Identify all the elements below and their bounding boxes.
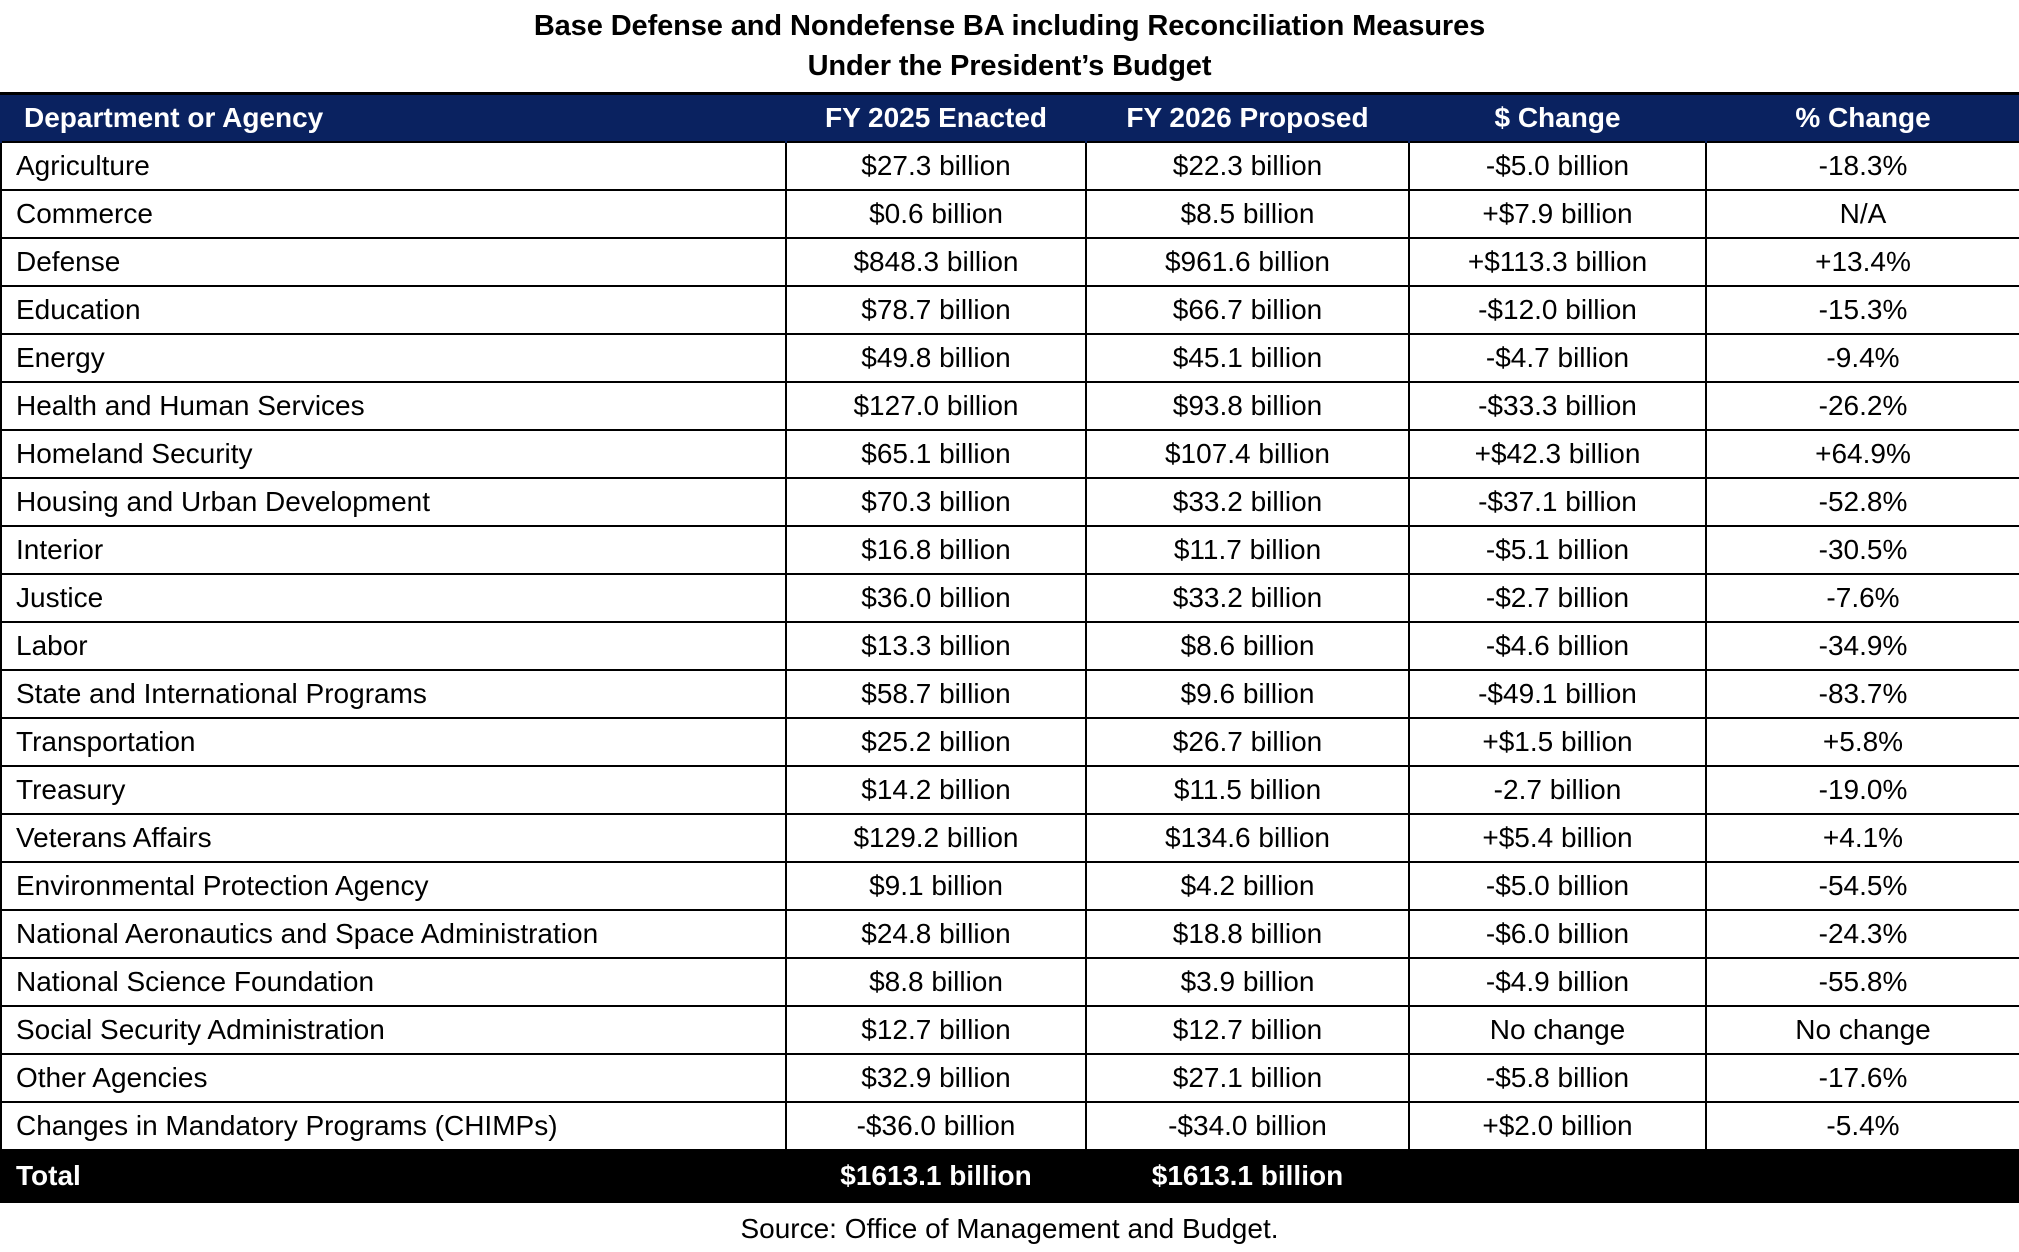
cell-fy2026-proposed: $8.6 billion: [1086, 622, 1409, 670]
cell-department: Social Security Administration: [1, 1006, 786, 1054]
cell-percent-change: -26.2%: [1706, 382, 2019, 430]
table-row: [1, 718, 2019, 766]
source-note: Source: Office of Management and Budget.: [740, 1212, 1279, 1244]
cell-fy2025-enacted: $0.6 billion: [786, 190, 1086, 238]
cell-fy2025-enacted: $9.1 billion: [786, 862, 1086, 910]
cell-department: Housing and Urban Development: [1, 478, 786, 526]
table-row: [1, 478, 2019, 526]
cell-department: Justice: [1, 574, 786, 622]
cell-dollar-change: -$49.1 billion: [1409, 670, 1706, 718]
table-row: [1, 574, 2019, 622]
cell-department: Agriculture: [1, 142, 786, 190]
cell-dollar-change: -2.7 billion: [1409, 766, 1706, 814]
cell-dollar-change: +$2.0 billion: [1409, 1102, 1706, 1150]
cell-dollar-change: -$5.0 billion: [1409, 862, 1706, 910]
cell-department: Environmental Protection Agency: [1, 862, 786, 910]
table-header: [1, 94, 2019, 142]
cell-dollar-change: +$7.9 billion: [1409, 190, 1706, 238]
cell-dollar-change: +$1.5 billion: [1409, 718, 1706, 766]
cell-fy2026-proposed: $45.1 billion: [1086, 334, 1409, 382]
cell-fy2026-proposed: $134.6 billion: [1086, 814, 1409, 862]
table-row: [1, 430, 2019, 478]
column-header-percent-change: % Change: [1706, 94, 2019, 142]
cell-fy2026-proposed: $12.7 billion: [1086, 1006, 1409, 1054]
cell-percent-change: -54.5%: [1706, 862, 2019, 910]
cell-fy2026-proposed: $26.7 billion: [1086, 718, 1409, 766]
cell-dollar-change: +$42.3 billion: [1409, 430, 1706, 478]
cell-fy2025-enacted: $65.1 billion: [786, 430, 1086, 478]
cell-dollar-change: -$2.7 billion: [1409, 574, 1706, 622]
table-row: [1, 142, 2019, 190]
total-cell-fy2025: $1613.1 billion: [786, 1150, 1086, 1202]
cell-fy2026-proposed: $961.6 billion: [1086, 238, 1409, 286]
table-row: [1, 334, 2019, 382]
total-cell-percent-change: [1706, 1150, 2019, 1202]
cell-fy2025-enacted: $58.7 billion: [786, 670, 1086, 718]
cell-percent-change: -34.9%: [1706, 622, 2019, 670]
cell-fy2025-enacted: $16.8 billion: [786, 526, 1086, 574]
cell-percent-change: +64.9%: [1706, 430, 2019, 478]
cell-department: Homeland Security: [1, 430, 786, 478]
total-cell-fy2026: $1613.1 billion: [1086, 1150, 1409, 1202]
cell-fy2025-enacted: $49.8 billion: [786, 334, 1086, 382]
cell-fy2026-proposed: $22.3 billion: [1086, 142, 1409, 190]
cell-department: Interior: [1, 526, 786, 574]
cell-department: Veterans Affairs: [1, 814, 786, 862]
cell-fy2025-enacted: $12.7 billion: [786, 1006, 1086, 1054]
total-cell-dollar-change: [1409, 1150, 1706, 1202]
total-cell-label: Total: [1, 1150, 786, 1202]
cell-fy2025-enacted: $848.3 billion: [786, 238, 1086, 286]
cell-fy2025-enacted: $127.0 billion: [786, 382, 1086, 430]
cell-percent-change: -24.3%: [1706, 910, 2019, 958]
cell-fy2026-proposed: -$34.0 billion: [1086, 1102, 1409, 1150]
cell-department: Changes in Mandatory Programs (CHIMPs): [1, 1102, 786, 1150]
cell-percent-change: -83.7%: [1706, 670, 2019, 718]
column-header-dollar-change: $ Change: [1409, 94, 1706, 142]
table-row: [1, 862, 2019, 910]
cell-fy2025-enacted: $14.2 billion: [786, 766, 1086, 814]
table-row: [1, 766, 2019, 814]
cell-percent-change: -18.3%: [1706, 142, 2019, 190]
table-row: [1, 238, 2019, 286]
cell-fy2026-proposed: $33.2 billion: [1086, 574, 1409, 622]
table-header-row: [1, 94, 2019, 142]
table-row: [1, 286, 2019, 334]
cell-percent-change: -7.6%: [1706, 574, 2019, 622]
cell-percent-change: -9.4%: [1706, 334, 2019, 382]
cell-percent-change: +4.1%: [1706, 814, 2019, 862]
title-line-2: Under the President’s Budget: [807, 50, 1212, 82]
column-header-fy2026: FY 2026 Proposed: [1086, 94, 1409, 142]
table-row: [1, 814, 2019, 862]
cell-dollar-change: -$5.0 billion: [1409, 142, 1706, 190]
cell-fy2026-proposed: $8.5 billion: [1086, 190, 1409, 238]
budget-table: [0, 92, 2019, 1203]
table-row: [1, 190, 2019, 238]
cell-fy2026-proposed: $66.7 billion: [1086, 286, 1409, 334]
cell-dollar-change: -$4.6 billion: [1409, 622, 1706, 670]
cell-percent-change: N/A: [1706, 190, 2019, 238]
cell-fy2026-proposed: $33.2 billion: [1086, 478, 1409, 526]
cell-fy2025-enacted: $129.2 billion: [786, 814, 1086, 862]
cell-dollar-change: +$5.4 billion: [1409, 814, 1706, 862]
cell-percent-change: -30.5%: [1706, 526, 2019, 574]
cell-fy2026-proposed: $18.8 billion: [1086, 910, 1409, 958]
cell-department: Transportation: [1, 718, 786, 766]
cell-fy2025-enacted: $78.7 billion: [786, 286, 1086, 334]
cell-department: Other Agencies: [1, 1054, 786, 1102]
table-row: [1, 1006, 2019, 1054]
cell-department: Commerce: [1, 190, 786, 238]
cell-fy2026-proposed: $11.5 billion: [1086, 766, 1409, 814]
cell-dollar-change: -$33.3 billion: [1409, 382, 1706, 430]
cell-fy2025-enacted: $8.8 billion: [786, 958, 1086, 1006]
cell-fy2026-proposed: $27.1 billion: [1086, 1054, 1409, 1102]
cell-dollar-change: -$6.0 billion: [1409, 910, 1706, 958]
table-row: [1, 1102, 2019, 1150]
column-header-fy2025: FY 2025 Enacted: [786, 94, 1086, 142]
table-row: [1, 958, 2019, 1006]
cell-fy2026-proposed: $93.8 billion: [1086, 382, 1409, 430]
table-total-row: [1, 1150, 2019, 1202]
column-header-department: Department or Agency: [1, 94, 786, 142]
table-row: [1, 382, 2019, 430]
cell-dollar-change: -$5.1 billion: [1409, 526, 1706, 574]
cell-dollar-change: +$113.3 billion: [1409, 238, 1706, 286]
cell-fy2026-proposed: $9.6 billion: [1086, 670, 1409, 718]
cell-percent-change: No change: [1706, 1006, 2019, 1054]
table-title: [0, 0, 2019, 86]
cell-percent-change: -19.0%: [1706, 766, 2019, 814]
table-row: [1, 1054, 2019, 1102]
cell-fy2025-enacted: $27.3 billion: [786, 142, 1086, 190]
cell-fy2025-enacted: $24.8 billion: [786, 910, 1086, 958]
cell-fy2025-enacted: $70.3 billion: [786, 478, 1086, 526]
cell-dollar-change: -$37.1 billion: [1409, 478, 1706, 526]
cell-fy2025-enacted: $32.9 billion: [786, 1054, 1086, 1102]
cell-fy2025-enacted: -$36.0 billion: [786, 1102, 1086, 1150]
table-row: [1, 910, 2019, 958]
cell-percent-change: -55.8%: [1706, 958, 2019, 1006]
cell-fy2026-proposed: $11.7 billion: [1086, 526, 1409, 574]
cell-percent-change: -52.8%: [1706, 478, 2019, 526]
cell-fy2026-proposed: $4.2 billion: [1086, 862, 1409, 910]
cell-department: Treasury: [1, 766, 786, 814]
cell-department: National Aeronautics and Space Administration: [1, 910, 786, 958]
cell-percent-change: -5.4%: [1706, 1102, 2019, 1150]
cell-department: Health and Human Services: [1, 382, 786, 430]
cell-department: Education: [1, 286, 786, 334]
cell-dollar-change: -$5.8 billion: [1409, 1054, 1706, 1102]
cell-department: Defense: [1, 238, 786, 286]
cell-dollar-change: -$4.7 billion: [1409, 334, 1706, 382]
table-row: [1, 526, 2019, 574]
table-row: [1, 670, 2019, 718]
cell-fy2025-enacted: $36.0 billion: [786, 574, 1086, 622]
title-line-1: Base Defense and Nondefense BA including Reconciliation Measures: [533, 10, 1486, 42]
cell-department: National Science Foundation: [1, 958, 786, 1006]
cell-fy2026-proposed: $3.9 billion: [1086, 958, 1409, 1006]
cell-percent-change: -15.3%: [1706, 286, 2019, 334]
cell-dollar-change: -$4.9 billion: [1409, 958, 1706, 1006]
cell-fy2025-enacted: $25.2 billion: [786, 718, 1086, 766]
cell-percent-change: +5.8%: [1706, 718, 2019, 766]
cell-percent-change: -17.6%: [1706, 1054, 2019, 1102]
cell-department: Energy: [1, 334, 786, 382]
table-body: [1, 142, 2019, 1202]
table-row: [1, 622, 2019, 670]
cell-department: State and International Programs: [1, 670, 786, 718]
cell-dollar-change: No change: [1409, 1006, 1706, 1054]
cell-fy2025-enacted: $13.3 billion: [786, 622, 1086, 670]
cell-fy2026-proposed: $107.4 billion: [1086, 430, 1409, 478]
cell-department: Labor: [1, 622, 786, 670]
cell-dollar-change: -$12.0 billion: [1409, 286, 1706, 334]
cell-percent-change: +13.4%: [1706, 238, 2019, 286]
